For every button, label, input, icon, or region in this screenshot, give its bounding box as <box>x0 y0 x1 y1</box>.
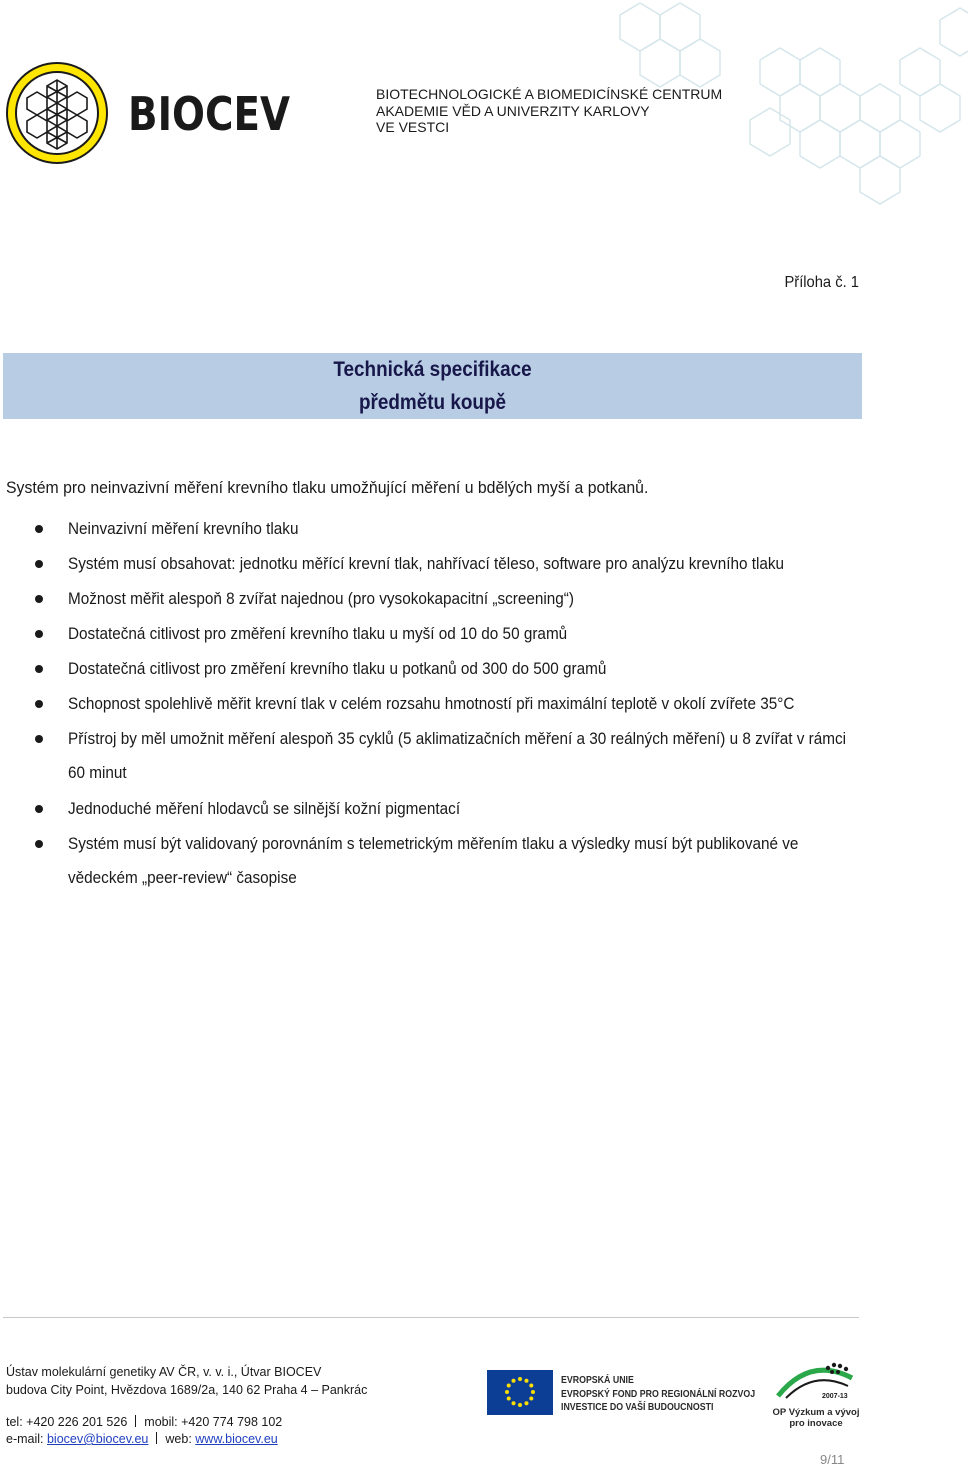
email-link[interactable]: biocev@biocev.eu <box>46 1432 149 1446</box>
web-label: web: <box>165 1432 196 1446</box>
list-item <box>35 547 865 582</box>
list-item <box>35 687 865 722</box>
list-item <box>35 512 865 547</box>
eu-fund-text <box>561 1374 782 1415</box>
eu-line: EVROPSKÁ UNIE <box>561 1375 634 1386</box>
eu-line: EVROPSKÝ FOND PRO REGIONÁLNÍ ROZVOJ <box>561 1388 756 1400</box>
op-years: 2007-13 <box>822 1393 848 1400</box>
list-item-text: Přístroj by měl umožnit měření alespoň 35 cyklů (5 aklimatizačních měření a 30 reálných měření) u 8 zvířat v rámci 60 minut <box>68 729 847 782</box>
annex-label: Příloha č. 1 <box>784 274 859 291</box>
biocev-wordmark <box>128 86 293 141</box>
op-line: OP Výzkum a vývoj <box>772 1407 860 1418</box>
bullet-icon <box>35 735 43 743</box>
list-item-text: Dostatečná citlivost pro změření krevního tlaku u potkanů od 300 do 500 gramů <box>68 659 607 678</box>
title-line: Technická specifikace <box>333 358 532 381</box>
list-item-text: Systém musí být validovaný porovnáním s telemetrickým měřením tlaku a výsledky musí být publikované ve vědeckém „peer-review“ časopise <box>68 834 799 887</box>
list-item <box>35 792 865 827</box>
institution-name <box>376 86 722 136</box>
footer-org: Ústav molekulární genetiky AV ČR, v. v. i., Útvar BIOCEV <box>6 1365 322 1379</box>
footer-phones <box>6 1415 282 1429</box>
requirements-list <box>35 512 865 897</box>
list-item-text: Neinvazivní měření krevního tlaku <box>68 519 299 538</box>
list-item <box>35 617 865 652</box>
op-line: pro inovace <box>789 1418 843 1429</box>
eu-flag-icon <box>487 1370 553 1415</box>
institution-line: VE VESTCI <box>376 119 450 135</box>
footer-address: budova City Point, Hvězdova 1689/2a, 140 62 Praha 4 – Pankrác <box>6 1383 368 1397</box>
bullet-icon <box>35 840 43 848</box>
separator <box>135 1415 136 1427</box>
biocev-wordmark-text: BIOCEV <box>128 87 291 141</box>
footer-contacts <box>6 1432 278 1446</box>
op-program-name <box>764 1407 868 1429</box>
bullet-icon <box>35 805 43 813</box>
bullet-icon <box>35 700 43 708</box>
list-item-text: Schopnost spolehlivě měřit krevní tlak v celém rozsahu hmotností při maximální teplotě v okolí zvířete 35°C <box>68 694 795 713</box>
bullet-icon <box>35 665 43 673</box>
footer-mobil: mobil: +420 774 798 102 <box>144 1415 283 1429</box>
email-label: e-mail: <box>6 1432 47 1446</box>
list-item-text: Možnost měřit alespoň 8 zvířat najednou (pro vysokokapacitní „screening“) <box>68 589 574 608</box>
web-link[interactable]: www.biocev.eu <box>195 1432 278 1446</box>
page-number: 9/11 <box>820 1452 845 1467</box>
intro-paragraph: Systém pro neinvazivní měření krevního tlaku umožňující měření u bdělých myší a potkanů. <box>6 478 649 497</box>
biocev-logo-icon <box>6 62 108 164</box>
institution-line: AKADEMIE VĚD A UNIVERZITY KARLOVY <box>376 102 650 119</box>
list-item-text: Dostatečná citlivost pro změření krevního tlaku u myší od 10 do 50 gramů <box>68 624 568 643</box>
separator <box>156 1432 157 1444</box>
bullet-icon <box>35 595 43 603</box>
institution-line: BIOTECHNOLOGICKÉ A BIOMEDICÍNSKÉ CENTRUM <box>376 86 723 102</box>
list-item-text: Jednoduché měření hlodavců se silnější kožní pigmentací <box>68 799 461 818</box>
footer-tel: tel: +420 226 201 526 <box>6 1415 128 1429</box>
title-line: předmětu koupě <box>358 391 507 414</box>
bullet-icon <box>35 630 43 638</box>
list-item-text: Systém musí obsahovat: jednotku měřící krevní tlak, nahřívací těleso, software pro analýzu krevního tlaku <box>68 554 785 573</box>
list-item <box>35 827 865 897</box>
bullet-icon <box>35 525 43 533</box>
footer-divider <box>3 1317 859 1318</box>
eu-line: INVESTICE DO VAŠÍ BUDOUCNOSTI <box>561 1402 714 1413</box>
list-item <box>35 722 865 792</box>
list-item <box>35 582 865 617</box>
list-item <box>35 652 865 687</box>
document-title <box>3 353 862 419</box>
bullet-icon <box>35 560 43 568</box>
